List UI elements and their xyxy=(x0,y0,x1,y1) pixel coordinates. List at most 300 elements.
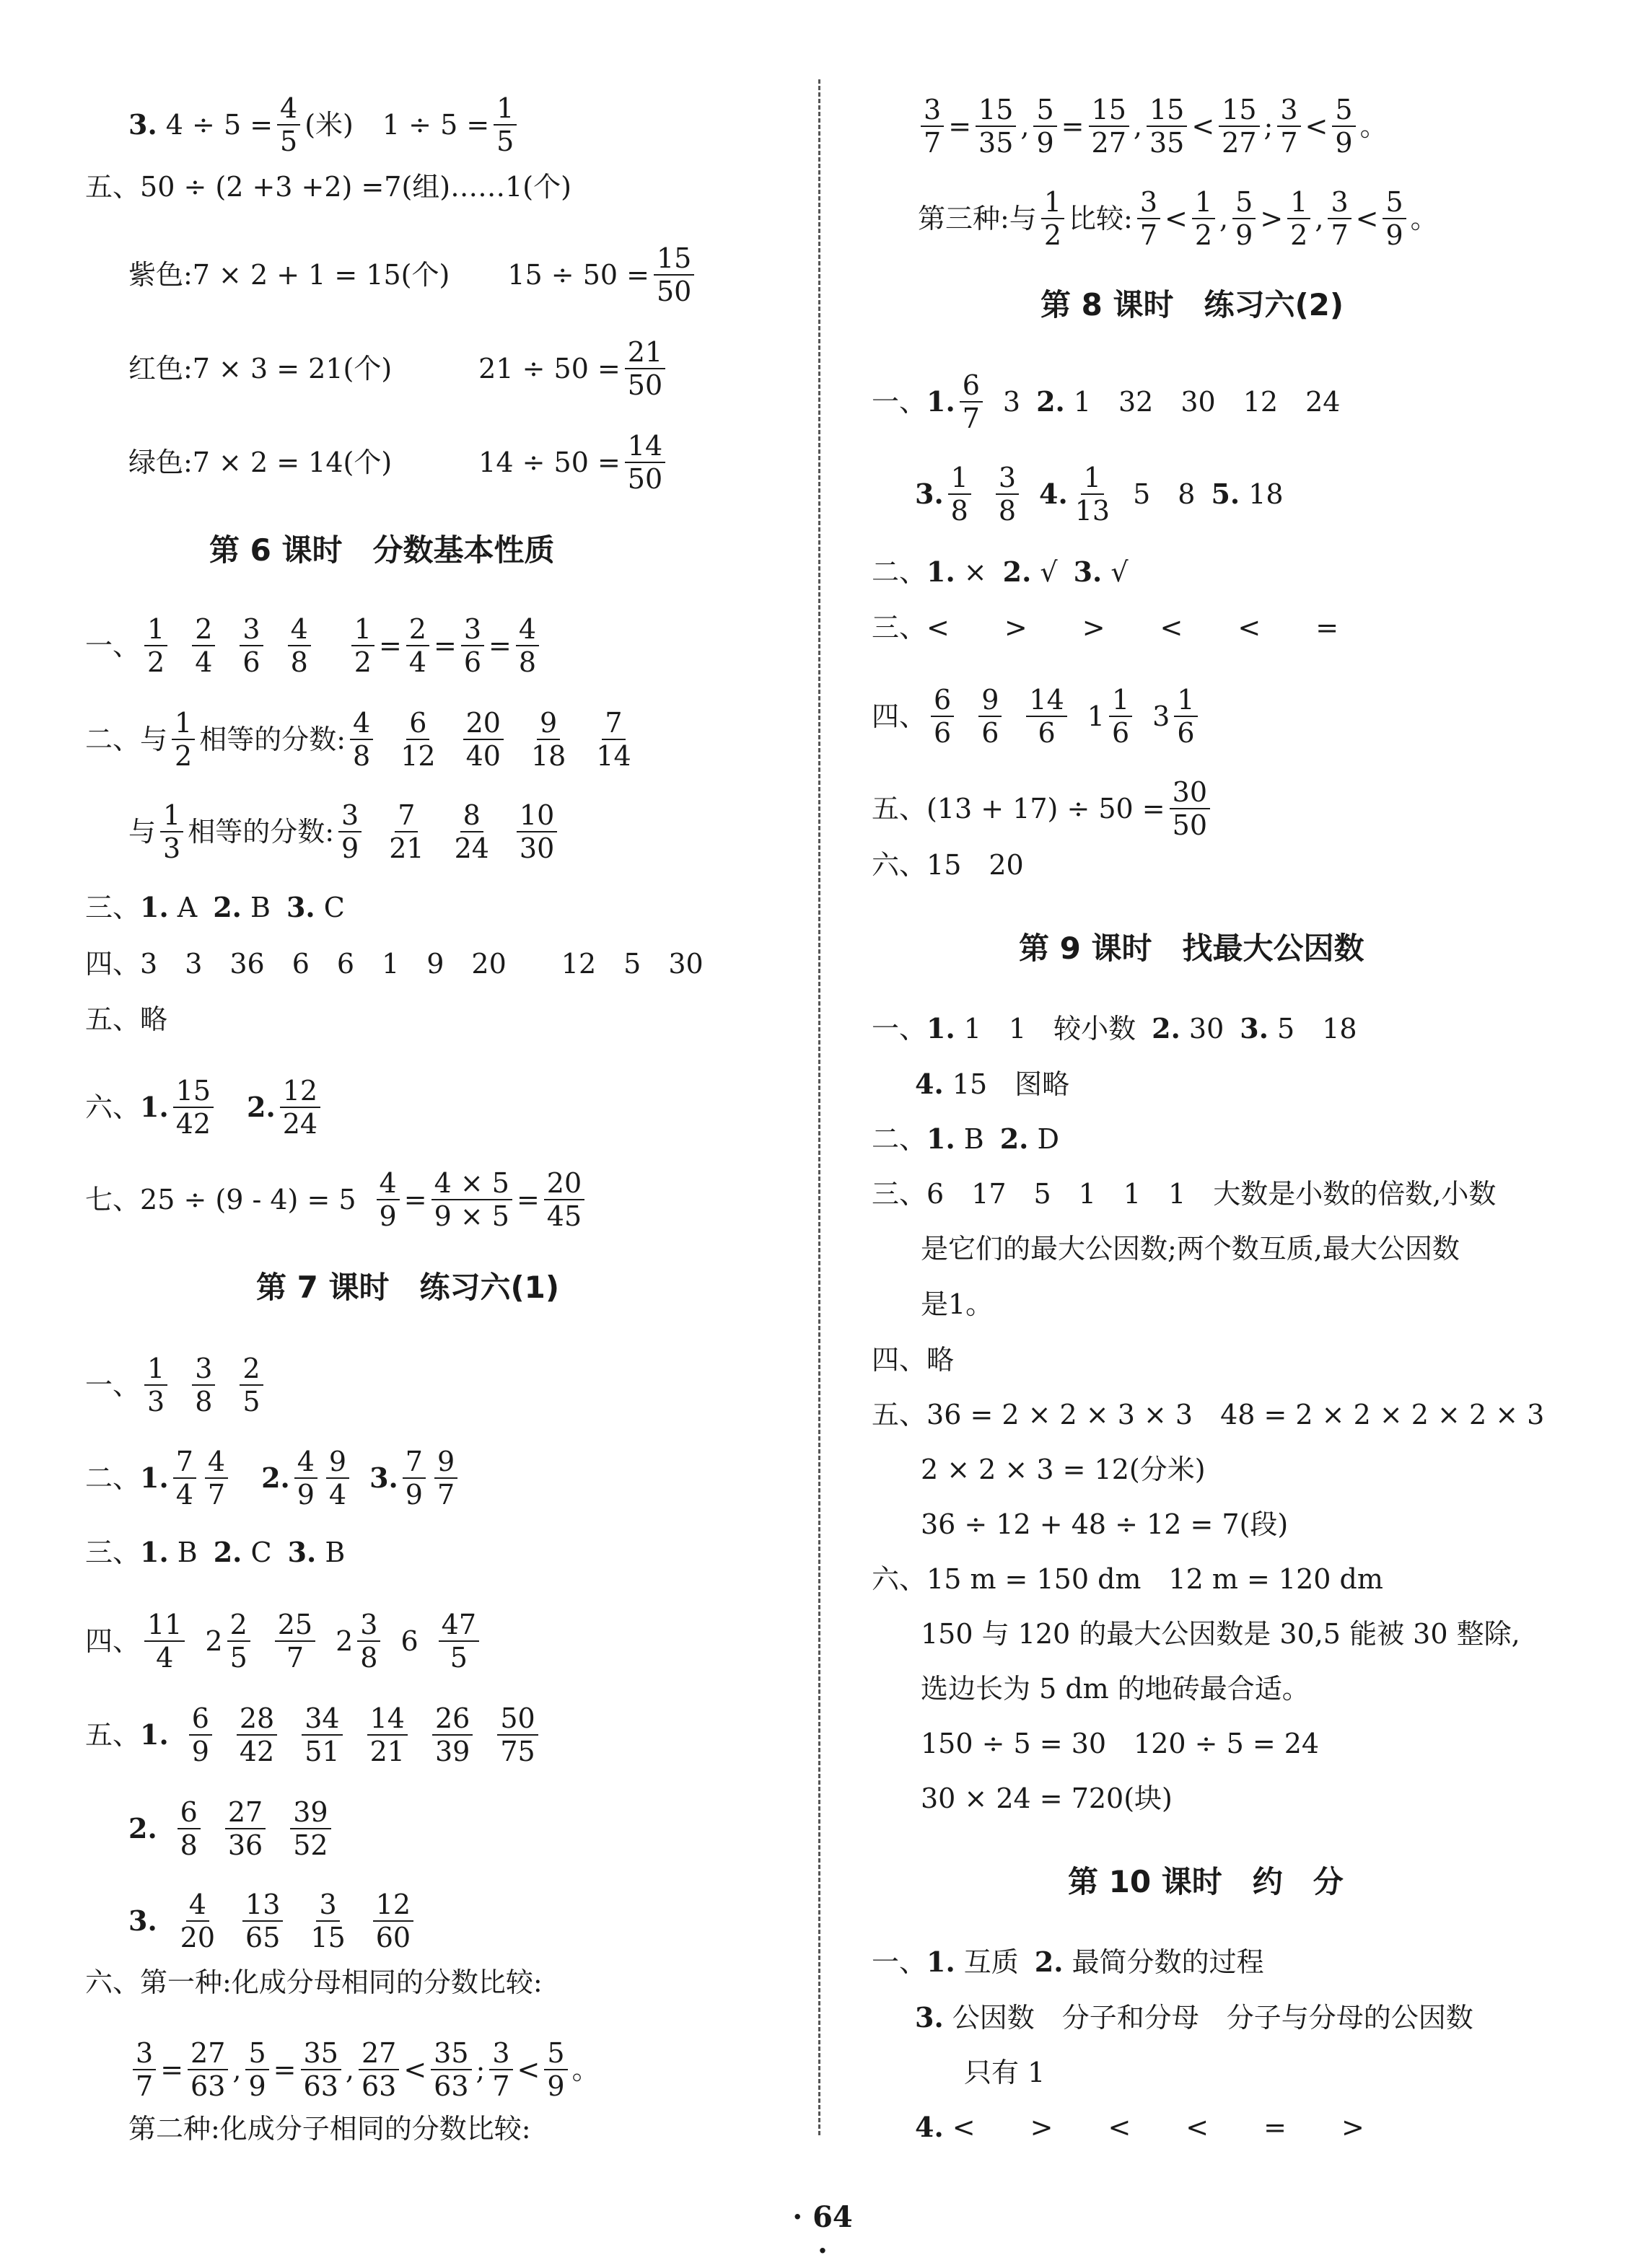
fraction xyxy=(144,1353,167,1418)
item-number: 3. xyxy=(1073,555,1103,588)
denominator: 5 xyxy=(450,1642,468,1674)
numerator: 7 xyxy=(173,1446,196,1479)
denominator: 9 xyxy=(405,1479,423,1511)
numerator: 27 xyxy=(359,2037,399,2070)
section-label: 六、 xyxy=(85,1966,141,1998)
numerator: 9 xyxy=(537,707,560,740)
numerator: 2 xyxy=(240,1353,263,1386)
whole-number: 2 xyxy=(205,1625,223,1657)
fraction xyxy=(189,1702,212,1767)
denominator: 8 xyxy=(998,495,1017,527)
fraction xyxy=(133,2037,156,2102)
fraction xyxy=(192,613,215,678)
answer-text: 相等的分数: xyxy=(199,724,346,755)
numerator: 4 xyxy=(288,613,311,646)
numerator: 6 xyxy=(189,1702,212,1736)
answer-text: 略 xyxy=(926,1344,955,1376)
denominator: 15 xyxy=(310,1922,346,1953)
item-number: 1. xyxy=(926,1122,955,1155)
answer-text: 选边长为 5 dm 的地砖最合适。 xyxy=(921,1673,1310,1705)
item-number: 5. xyxy=(1211,478,1240,510)
equals-sign: = xyxy=(273,2054,297,2085)
fraction xyxy=(1147,94,1187,159)
denominator: 35 xyxy=(1149,127,1185,159)
answer-line xyxy=(915,2111,1364,2144)
less-than-sign: < xyxy=(403,2054,427,2085)
section-label: 一、 xyxy=(872,1946,927,1978)
answer-line xyxy=(128,1796,336,1861)
answer-line xyxy=(85,170,571,203)
answer-line xyxy=(85,1446,462,1511)
answer-line xyxy=(128,242,698,307)
whole-number: 3 xyxy=(1152,700,1170,732)
denominator: 7 xyxy=(492,2070,510,2102)
answer-line xyxy=(85,1353,268,1418)
equals-sign: = xyxy=(516,1184,540,1216)
item-number: 3. xyxy=(128,1904,157,1937)
lesson-heading: 第 10 课时 约 分 xyxy=(1068,1864,1344,1899)
fraction xyxy=(1174,684,1197,749)
fraction xyxy=(386,799,426,864)
item-number: 3. xyxy=(915,2001,944,2034)
item-number: 1. xyxy=(926,1012,955,1045)
numerator: 1 xyxy=(1287,186,1310,219)
denominator: 27 xyxy=(1091,127,1126,159)
fraction xyxy=(1041,186,1064,251)
fraction xyxy=(439,1609,479,1674)
fraction xyxy=(1026,684,1066,749)
answer-line xyxy=(872,848,1024,882)
item-number: 1. xyxy=(140,891,169,923)
lesson-heading: 第 9 课时 找最大公因数 xyxy=(1019,931,1364,966)
denominator: 7 xyxy=(1139,219,1157,251)
answer-line xyxy=(872,1343,954,1376)
numerator: 6 xyxy=(406,707,429,740)
fraction xyxy=(931,684,954,749)
item-number: 4. xyxy=(915,2111,944,2143)
numerator: 1 xyxy=(160,799,183,832)
numerator: 4 xyxy=(277,92,300,126)
answer-line xyxy=(85,1075,325,1140)
answer-text: 第一种:化成分母相同的分数比较: xyxy=(140,1966,543,1998)
answer-line xyxy=(921,1727,1319,1760)
fraction xyxy=(489,2037,512,2102)
denominator: 35 xyxy=(978,127,1014,159)
denominator: 9 xyxy=(1335,127,1353,159)
equals-sign: = xyxy=(378,630,402,662)
item-number: 2. xyxy=(213,891,242,923)
denominator: 27 xyxy=(1222,127,1257,159)
answer-line xyxy=(85,1536,345,1569)
fraction xyxy=(351,613,374,678)
denominator: 50 xyxy=(627,369,663,401)
denominator: 9 xyxy=(191,1736,209,1767)
column-divider xyxy=(818,79,820,2135)
unit: (米) xyxy=(304,109,354,141)
section-label: 三、 xyxy=(872,612,927,643)
numerator: 6 xyxy=(960,369,983,403)
equals-sign: = xyxy=(160,2054,184,2085)
denominator: 42 xyxy=(239,1736,275,1767)
fraction xyxy=(302,1702,342,1767)
equals-sign: = xyxy=(948,110,972,142)
less-than-sign: < xyxy=(1191,110,1215,142)
numerator: 4 xyxy=(377,1167,400,1200)
answer-line xyxy=(85,1003,167,1036)
numerator: 15 xyxy=(1147,94,1187,127)
punctuation: ; xyxy=(476,2054,486,2085)
fraction xyxy=(280,1075,320,1140)
punctuation: , xyxy=(1133,110,1142,142)
section-label: 七、 xyxy=(85,1184,141,1216)
greater-than-sign: > xyxy=(1260,203,1284,234)
item-number: 2. xyxy=(1152,1012,1180,1045)
denominator: 18 xyxy=(530,740,566,772)
answer-text: 30 xyxy=(1188,1013,1224,1045)
denominator: 42 xyxy=(175,1108,211,1140)
answer-text: 3 xyxy=(1002,386,1021,418)
item-number: 2. xyxy=(1034,1946,1064,1978)
numerator: 1 xyxy=(144,613,167,646)
fraction xyxy=(227,1609,250,1674)
numerator: 3 xyxy=(192,1353,215,1386)
answer-line xyxy=(85,947,704,980)
fraction xyxy=(307,1889,348,1953)
fraction xyxy=(1192,186,1215,251)
denominator: 39 xyxy=(434,1736,470,1767)
numerator: 9 xyxy=(434,1446,457,1479)
denominator: 36 xyxy=(227,1829,263,1861)
denominator: 6 xyxy=(1111,717,1130,749)
item-number: 2. xyxy=(247,1091,276,1123)
equals-sign: = xyxy=(433,630,457,662)
punctuation: 。 xyxy=(1410,203,1438,234)
item-number: 3. xyxy=(287,1536,317,1568)
fraction xyxy=(398,707,438,772)
fraction xyxy=(205,1446,228,1511)
expression: 21 ÷ 50 = xyxy=(478,353,621,384)
section-label: 五、 xyxy=(85,171,141,203)
fraction xyxy=(357,1609,380,1674)
answer-line xyxy=(921,1453,1206,1486)
section-label: 四、 xyxy=(872,700,927,732)
fraction xyxy=(367,1702,408,1767)
expression: 4 ÷ 5 = xyxy=(165,109,273,141)
fraction xyxy=(1232,186,1256,251)
equals-sign: = xyxy=(403,1184,427,1216)
answer-text: 3 3 36 6 6 1 9 20 12 5 30 xyxy=(140,948,704,980)
fraction xyxy=(463,707,504,772)
answer-text: 150 与 120 的最大公因数是 30,5 能被 30 整除, xyxy=(921,1618,1520,1650)
whole-number: 2 xyxy=(336,1625,354,1657)
numerator: 5 xyxy=(1232,186,1256,219)
denominator: 6 xyxy=(463,646,482,678)
fraction xyxy=(593,707,634,772)
section-label: 三、 xyxy=(85,1537,141,1568)
answer-text: 6 xyxy=(400,1625,419,1657)
answer-line xyxy=(921,1672,1310,1705)
numerator: 21 xyxy=(625,336,665,369)
fraction xyxy=(377,1167,400,1232)
item-number: 3. xyxy=(286,891,315,923)
denominator: 2 xyxy=(1043,219,1061,251)
answer-line xyxy=(128,2037,600,2102)
denominator: 13 xyxy=(1074,495,1110,527)
denominator: 9 xyxy=(341,832,359,864)
expression: 15 ÷ 50 = xyxy=(507,259,649,291)
numerator: 28 xyxy=(237,1702,277,1736)
item-number: 3. xyxy=(369,1462,398,1494)
answer-text: 50 ÷ (2 +3 +2) =7(组)……1(个) xyxy=(140,171,571,203)
fraction xyxy=(625,336,665,401)
answer-line xyxy=(128,1889,418,1953)
fraction xyxy=(654,242,694,307)
numerator: 1 xyxy=(1174,684,1197,717)
punctuation: 。 xyxy=(1359,110,1388,142)
denominator: 9 xyxy=(1235,219,1253,251)
answer-text: 红色:7 × 3 = 21(个) xyxy=(128,353,393,384)
numerator: 25 xyxy=(275,1609,315,1642)
section-label: 一、 xyxy=(85,630,141,662)
fraction xyxy=(301,2037,341,2102)
answer-line xyxy=(872,369,1340,434)
item-number: 1. xyxy=(140,1462,169,1494)
answer-text: B xyxy=(177,1537,198,1568)
denominator: 4 xyxy=(156,1642,174,1674)
denominator: 7 xyxy=(962,403,980,434)
answer-line xyxy=(872,684,1202,749)
answer-text: 相等的分数: xyxy=(188,816,335,848)
denominator: 24 xyxy=(282,1108,318,1140)
fraction xyxy=(1383,186,1406,251)
fraction xyxy=(1277,94,1300,159)
fraction xyxy=(1109,684,1132,749)
numerator: 27 xyxy=(225,1796,266,1829)
answer-text: B xyxy=(325,1537,346,1568)
denominator: 5 xyxy=(280,126,298,157)
fraction xyxy=(921,94,944,159)
denominator: 51 xyxy=(304,1736,340,1767)
whole-number: 1 xyxy=(1087,700,1105,732)
answer-text: 15 m = 150 dm 12 m = 120 dm xyxy=(926,1563,1383,1595)
denominator: 9 xyxy=(379,1200,397,1232)
denominator: 50 xyxy=(656,276,692,307)
lesson-heading: 第 6 课时 分数基本性质 xyxy=(209,532,555,568)
denominator: 24 xyxy=(454,832,489,864)
numerator: 1 xyxy=(144,1353,167,1386)
denominator: 75 xyxy=(500,1736,535,1767)
fraction xyxy=(452,799,492,864)
section-label: 四、 xyxy=(85,948,141,980)
punctuation: , xyxy=(1315,203,1324,234)
answer-text: 15 图略 xyxy=(952,1068,1070,1100)
fraction xyxy=(160,799,183,864)
section-label: 二、 xyxy=(872,556,927,588)
answer-line xyxy=(915,2001,1473,2034)
numerator: 1 xyxy=(948,462,971,495)
numerator: 2 xyxy=(227,1609,250,1642)
fraction xyxy=(326,1446,349,1511)
denominator: 9 × 5 xyxy=(434,1200,509,1232)
expression: 1 ÷ 5 = xyxy=(382,109,490,141)
answer-line xyxy=(85,1966,543,1999)
answer-line xyxy=(964,2056,1045,2089)
answer-line xyxy=(872,555,1129,589)
denominator: 7 xyxy=(1331,219,1349,251)
numerator: 3 xyxy=(240,613,263,646)
denominator: 52 xyxy=(293,1829,328,1861)
denominator: 63 xyxy=(434,2070,469,2102)
less-than-sign: < xyxy=(1355,203,1379,234)
numerator: 3 xyxy=(996,462,1019,495)
denominator: 7 xyxy=(136,2070,154,2102)
item-number: 1. xyxy=(140,1536,169,1568)
numerator: 26 xyxy=(432,1702,473,1736)
answer-line xyxy=(872,1122,1059,1156)
answer-line xyxy=(915,1068,1069,1101)
denominator: 7 xyxy=(1280,127,1298,159)
answer-text: 5 8 xyxy=(1133,478,1196,510)
answer-text: 互质 xyxy=(963,1946,1019,1978)
fraction xyxy=(290,1796,330,1861)
denominator: 4 xyxy=(408,646,426,678)
answer-text: 1 32 30 12 24 xyxy=(1073,386,1341,418)
numerator: 1 xyxy=(172,707,195,740)
section-label: 五、 xyxy=(872,793,927,825)
fraction xyxy=(144,613,167,678)
denominator: 8 xyxy=(950,495,968,527)
item-number: 3. xyxy=(128,108,157,141)
answer-line xyxy=(872,1177,1496,1210)
lesson-heading: 第 8 课时 练习六(2) xyxy=(1040,287,1344,322)
answer-text: < > > < < = xyxy=(926,612,1339,643)
denominator: 60 xyxy=(375,1922,411,1953)
denominator: 2 xyxy=(354,646,372,678)
section-label: 三、 xyxy=(872,1178,927,1210)
denominator: 4 xyxy=(195,646,213,678)
answer-text: √ xyxy=(1110,556,1129,588)
fraction xyxy=(978,684,1002,749)
punctuation: , xyxy=(232,2054,242,2085)
numerator: 5 xyxy=(1033,94,1056,127)
numerator: 2 xyxy=(192,613,215,646)
section-label: 一、 xyxy=(872,386,927,418)
fraction xyxy=(1287,186,1310,251)
numerator: 3 xyxy=(1137,186,1160,219)
denominator: 2 xyxy=(147,646,165,678)
section-label: 四、 xyxy=(85,1625,141,1657)
answer-line xyxy=(85,613,543,678)
punctuation: ; xyxy=(1263,110,1274,142)
numerator: 3 xyxy=(921,94,944,127)
item-number: 3. xyxy=(915,478,944,510)
numerator: 1 xyxy=(494,92,517,126)
fraction xyxy=(431,2037,471,2102)
punctuation: , xyxy=(345,2054,354,2085)
answer-text: 与 xyxy=(140,724,168,755)
numerator: 15 xyxy=(976,94,1016,127)
numerator: 4 × 5 xyxy=(431,1167,512,1200)
answer-text: (13 + 17) ÷ 50 = xyxy=(926,793,1165,825)
denominator: 21 xyxy=(369,1736,405,1767)
fraction xyxy=(173,1075,214,1140)
denominator: 9 xyxy=(547,2070,565,2102)
denominator: 7 xyxy=(437,1479,455,1511)
numerator: 4 xyxy=(205,1446,228,1479)
answer-text: 5 18 xyxy=(1277,1013,1357,1045)
numerator: 3 xyxy=(316,1889,339,1922)
punctuation: 。 xyxy=(571,2054,600,2085)
answer-line xyxy=(872,1398,1544,1431)
numerator: 4 xyxy=(186,1889,209,1922)
answer-text: D xyxy=(1037,1123,1059,1155)
fraction xyxy=(1072,462,1113,527)
fraction xyxy=(350,707,373,772)
denominator: 9 xyxy=(1385,219,1403,251)
fraction xyxy=(432,1702,473,1767)
fraction xyxy=(275,1609,315,1674)
answer-line xyxy=(85,1702,543,1767)
item-number: 4. xyxy=(915,1068,944,1100)
numerator: 3 xyxy=(1328,186,1351,219)
fraction xyxy=(403,1446,426,1511)
numerator: 35 xyxy=(431,2037,471,2070)
numerator: 10 xyxy=(517,799,557,832)
denominator: 6 xyxy=(981,717,999,749)
numerator: 1 xyxy=(1109,684,1132,717)
numerator: 6 xyxy=(931,684,954,717)
fraction xyxy=(1332,94,1355,159)
section-label: 六、 xyxy=(872,1563,927,1595)
numerator: 12 xyxy=(373,1889,413,1922)
answer-text: 30 × 24 = 720(块) xyxy=(921,1783,1173,1814)
fraction xyxy=(288,613,311,678)
fraction xyxy=(516,613,539,678)
fraction xyxy=(237,1702,277,1767)
fraction xyxy=(1137,186,1160,251)
answer-line xyxy=(872,1946,1264,1979)
answer-line xyxy=(921,1617,1520,1651)
fraction xyxy=(1328,186,1351,251)
fraction xyxy=(406,613,429,678)
denominator: 8 xyxy=(353,740,371,772)
answer-text: 最简分数的过程 xyxy=(1072,1946,1264,1978)
answer-text: 是1。 xyxy=(921,1288,994,1320)
section-label: 六、 xyxy=(85,1091,141,1123)
numerator: 7 xyxy=(403,1446,426,1479)
answer-line xyxy=(918,186,1438,251)
denominator: 21 xyxy=(389,832,424,864)
numerator: 5 xyxy=(1332,94,1355,127)
answer-text: 15 20 xyxy=(926,849,1024,881)
denominator: 2 xyxy=(175,740,193,772)
answer-line xyxy=(128,2112,531,2145)
item-number: 1. xyxy=(926,555,955,588)
answer-text: 150 ÷ 5 = 30 120 ÷ 5 = 24 xyxy=(921,1728,1320,1759)
numerator: 20 xyxy=(544,1167,584,1200)
fraction xyxy=(497,1702,538,1767)
fraction xyxy=(240,1353,263,1418)
denominator: 6 xyxy=(934,717,952,749)
section-label: 五、 xyxy=(872,1399,927,1430)
denominator: 45 xyxy=(546,1200,582,1232)
numerator: 14 xyxy=(367,1702,408,1736)
denominator: 5 xyxy=(496,126,514,157)
numerator: 14 xyxy=(1026,684,1066,717)
answer-line xyxy=(128,430,670,495)
fraction xyxy=(431,1167,512,1232)
fraction xyxy=(359,2037,399,2102)
